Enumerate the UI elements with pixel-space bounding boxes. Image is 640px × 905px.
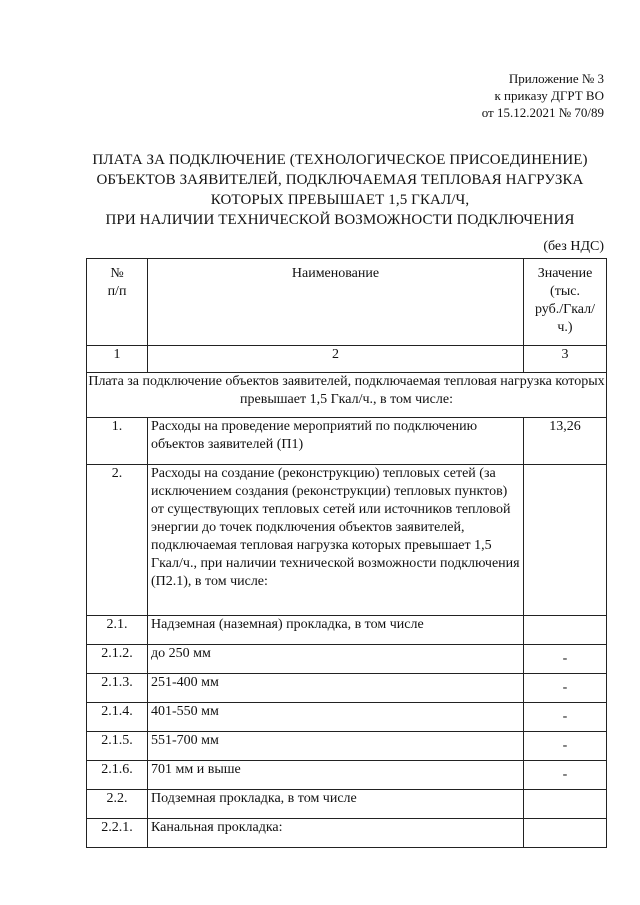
row-value <box>524 465 607 616</box>
row-number: 2.1.3. <box>87 674 148 703</box>
row-name: Расходы на создание (реконструкцию) тепловых сетей (за исключением создания (реконструкции) тепловых пунктов) от существующих тепловых сетей или источников тепловой энергии до точек подключения объектов заявителей, подключаемая тепловая нагрузка которых превышает 1,5 Гкал/ч., при наличии технической возможности подключения (П2.1), в том числе: <box>148 465 524 616</box>
table-row <box>87 645 607 674</box>
row-name: 551-700 мм <box>148 732 524 761</box>
table-row <box>87 674 607 703</box>
header-line: ч.) <box>557 320 573 335</box>
row-name: Канальная прокладка: <box>148 819 524 848</box>
table-row <box>87 732 607 761</box>
document-title <box>40 150 640 230</box>
table-header-row <box>87 259 607 346</box>
row-name: Подземная прокладка, в том числе <box>148 790 524 819</box>
row-value: 13,26 <box>524 418 607 465</box>
row-name: до 250 мм <box>148 645 524 674</box>
title-line-1: ПЛАТА ЗА ПОДКЛЮЧЕНИЕ (ТЕХНОЛОГИЧЕСКОЕ ПРИСОЕДИНЕНИЕ) <box>92 152 588 168</box>
row-number: 2. <box>87 465 148 616</box>
row-name: 401-550 мм <box>148 703 524 732</box>
header-line: № <box>110 266 124 281</box>
header-num <box>87 259 148 346</box>
appendix-label: Приложение № 3 <box>508 71 604 86</box>
section-heading: Плата за подключение объектов заявителей, подключаемая тепловая нагрузка которых превышает 1,5 Гкал/ч., в том числе: <box>87 373 607 418</box>
section-heading-row <box>87 373 607 418</box>
row-value: - <box>524 732 607 761</box>
row-number: 2.1.4. <box>87 703 148 732</box>
row-name: 251-400 мм <box>148 674 524 703</box>
row-name: 701 мм и выше <box>148 761 524 790</box>
table-row <box>87 616 607 645</box>
table-row <box>87 790 607 819</box>
column-index-3: 3 <box>524 346 607 373</box>
row-number: 2.2. <box>87 790 148 819</box>
vat-note: (без НДС) <box>543 239 604 254</box>
header-name: Наименование <box>148 259 524 346</box>
header-value <box>524 259 607 346</box>
fee-table <box>86 258 607 848</box>
column-index-row <box>87 346 607 373</box>
table-row <box>87 418 607 465</box>
appendix-block <box>482 70 604 121</box>
header-line: руб./Гкал/ <box>534 302 596 317</box>
title-line-2: ОБЪЕКТОВ ЗАЯВИТЕЛЕЙ, ПОДКЛЮЧАЕМАЯ ТЕПЛОВАЯ НАГРУЗКА <box>96 172 584 188</box>
column-index-1: 1 <box>87 346 148 373</box>
header-line: Значение <box>537 266 593 281</box>
title-line-4: ПРИ НАЛИЧИИ ТЕХНИЧЕСКОЙ ВОЗМОЖНОСТИ ПОДКЛЮЧЕНИЯ <box>105 212 575 228</box>
table-row <box>87 761 607 790</box>
row-number: 2.2.1. <box>87 819 148 848</box>
row-number: 1. <box>87 418 148 465</box>
row-value: - <box>524 703 607 732</box>
row-value: - <box>524 645 607 674</box>
title-line-3: КОТОРЫХ ПРЕВЫШАЕТ 1,5 ГКАЛ/Ч, <box>210 192 470 208</box>
row-value <box>524 616 607 645</box>
row-number: 2.1.2. <box>87 645 148 674</box>
row-number: 2.1. <box>87 616 148 645</box>
column-index-2: 2 <box>148 346 524 373</box>
row-value: - <box>524 761 607 790</box>
table-row <box>87 465 607 616</box>
row-value <box>524 819 607 848</box>
row-value <box>524 790 607 819</box>
row-name: Расходы на проведение мероприятий по подключению объектов заявителей (П1) <box>148 418 524 465</box>
header-line: п/п <box>107 284 127 299</box>
row-number: 2.1.5. <box>87 732 148 761</box>
appendix-order-ref: к приказу ДГРТ ВО <box>494 88 604 103</box>
header-line: (тыс. <box>550 284 580 299</box>
table-row <box>87 703 607 732</box>
table-row <box>87 819 607 848</box>
row-number: 2.1.6. <box>87 761 148 790</box>
row-name: Надземная (наземная) прокладка, в том числе <box>148 616 524 645</box>
appendix-order-date: от 15.12.2021 № 70/89 <box>481 105 604 120</box>
row-value: - <box>524 674 607 703</box>
